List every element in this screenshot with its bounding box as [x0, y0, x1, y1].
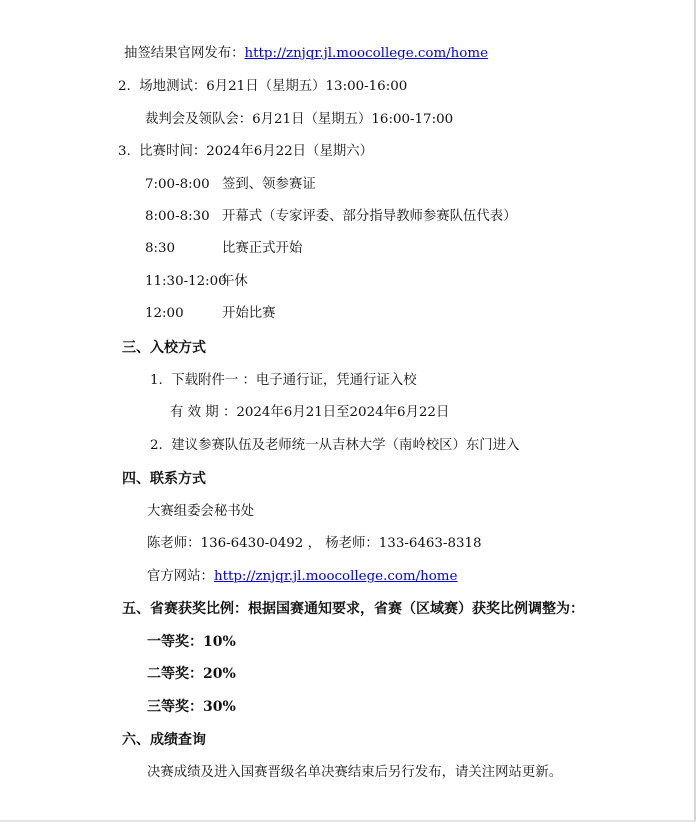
section-heading-entry: 三、入校方式: [122, 340, 206, 356]
entry-item-1-number: 1.: [150, 373, 163, 388]
venue-test-text: 场地测试：6月21日（星期五）13:00-16:00: [139, 79, 408, 94]
competition-time-text: 比赛时间：2024年6月22日（星期六）: [139, 144, 374, 159]
entry-item-2-number: 2.: [150, 438, 163, 453]
schedule-event: 午休: [221, 274, 248, 289]
venue-test-number: 2.: [118, 79, 131, 94]
entry-item-1: [150, 372, 417, 390]
schedule-time: 8:30: [145, 241, 176, 256]
schedule-event: 签到、领参赛证: [222, 177, 316, 192]
referee-meeting-line: 裁判会及领队会：6月21日（星期五）16:00-17:00: [145, 112, 454, 127]
section-heading-results: 六、成绩查询: [122, 732, 206, 748]
venue-test-line: [118, 78, 407, 96]
entry-item-1-text: 下载附件一 ：电子通行证，凭通行证入校: [171, 373, 417, 388]
competition-time-number: 3.: [118, 144, 131, 159]
draw-release-link[interactable]: http://znjqr.jl.moocollege.com/home: [244, 46, 488, 61]
schedule-event: 开始比赛: [222, 306, 276, 321]
schedule-time: 11:30-12:00: [145, 274, 227, 289]
entry-item-2-text: 建议参赛队伍及老师统一从吉林大学（南岭校区）东门进入: [171, 438, 520, 453]
schedule-event: 开幕式（专家评委、部分指导教师参赛队伍代表）: [222, 209, 517, 224]
schedule-time: 8:00-8:30: [145, 209, 210, 224]
draw-release-label: 抽签结果官网发布：: [124, 46, 245, 61]
entry-validity: 有 效 期 ：2024年6月21日至2024年6月22日: [170, 405, 450, 420]
schedule-time: 12:00: [145, 306, 184, 321]
schedule-row: [145, 273, 248, 291]
section-heading-contact: 四、联系方式: [122, 471, 206, 487]
competition-time-line: [118, 143, 373, 161]
award-first: 一等奖：10%: [147, 634, 236, 650]
contact-org: 大赛组委会秘书处: [147, 504, 255, 519]
contact-website-label: 官方网站：: [147, 569, 214, 584]
schedule-row: [145, 176, 316, 194]
schedule-event: 比赛正式开始: [222, 241, 303, 256]
award-third: 三等奖：30%: [147, 699, 236, 715]
contact-website-line: [147, 568, 457, 586]
schedule-row: [145, 305, 276, 323]
schedule-time: 7:00-8:00: [145, 177, 210, 192]
schedule-row: [145, 240, 302, 258]
draw-release-line: [124, 45, 488, 63]
contact-website-link[interactable]: http://znjqr.jl.moocollege.com/home: [213, 569, 458, 584]
award-second: 二等奖：20%: [147, 666, 236, 682]
contact-phones: 陈老师：136-6430-0492 ， 杨老师：133-6463-8318: [147, 536, 482, 551]
schedule-row: [145, 208, 517, 226]
section-heading-awards: 五、省赛获奖比例：根据国赛通知要求，省赛（区域赛）获奖比例调整为：: [122, 601, 584, 617]
results-text: 决赛成绩及进入国赛晋级名单决赛结束后另行发布，请关注网站更新。: [147, 765, 563, 780]
entry-item-2: [150, 437, 519, 455]
